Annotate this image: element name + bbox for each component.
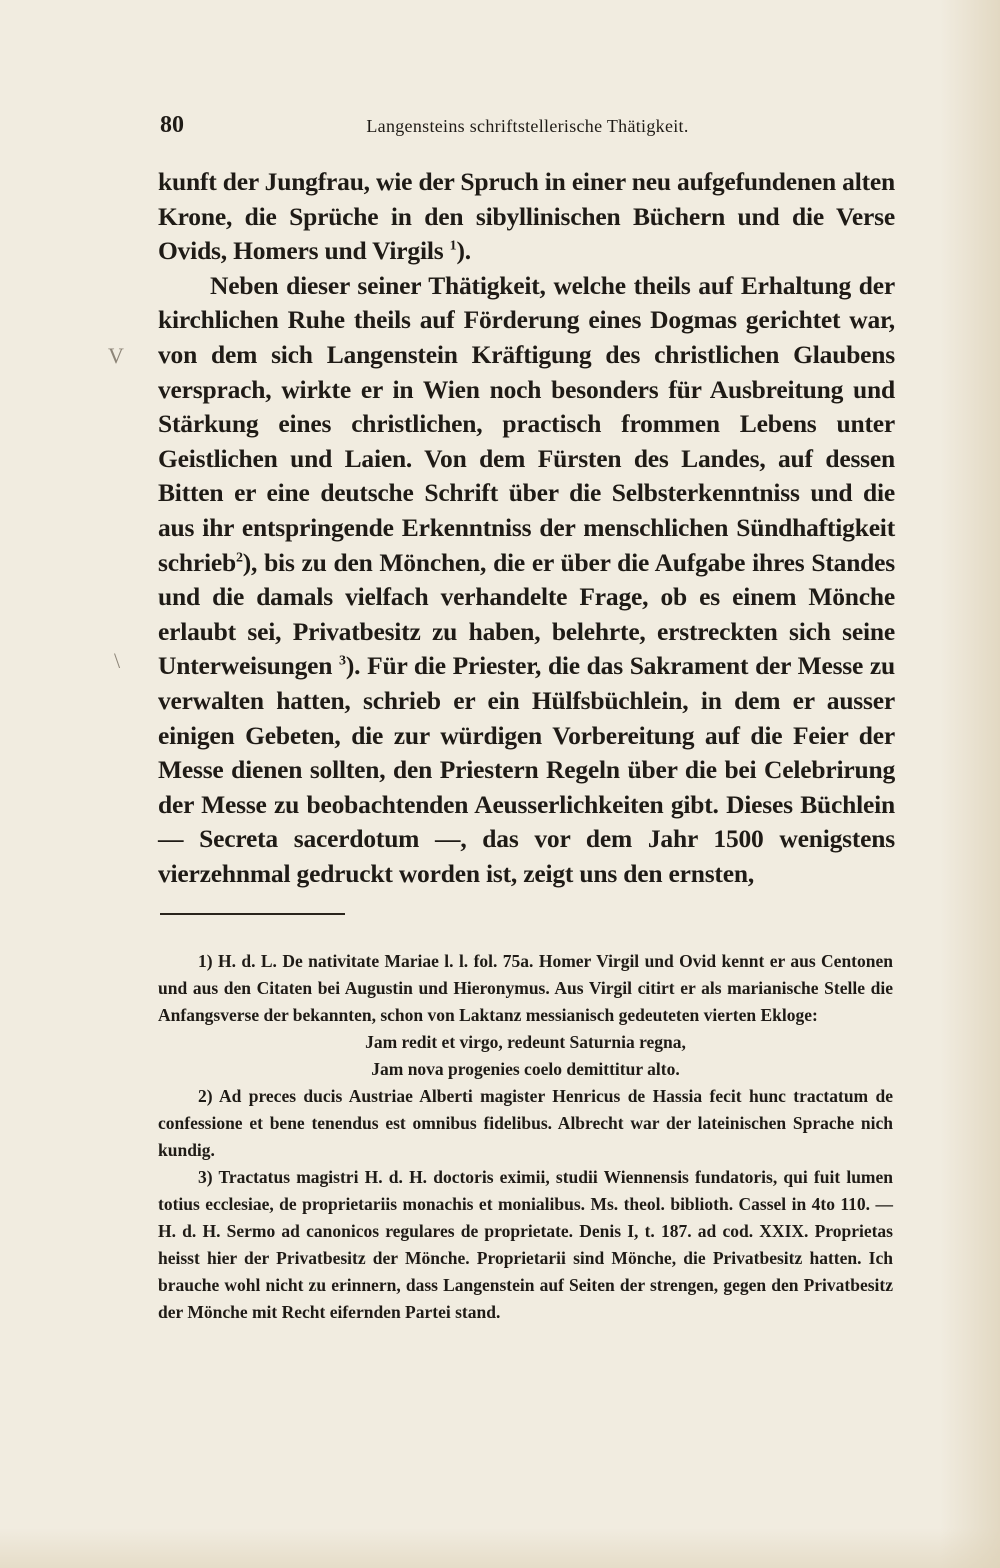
verse-line: Jam redit et virgo, redeunt Saturnia regna, (365, 1032, 686, 1052)
footnote-3: 3) Tractatus magistri H. d. H. doctoris eximii, studii Wiennensis fundatoris, qui fuit lumen totius ecclesiae, de proprietariis monachis et monialibus. Ms. theol. biblioth. Cassel in 4to 110. — H. d. H. Sermo ad canonicos regulares de proprietate. Denis I, t. 187. ad cod. XXIX. Proprietas heisst hier der Privatbesitz der Mönche. Proprietarii sind Mönche, die Privatbesitz hatten. Ich brauche wohl nicht zu erinnern, dass Langenstein auf Seiten der strengen, gegen den Privatbesitz der Mönche mit Recht eifernden Partei stand. (158, 1167, 893, 1322)
paragraph (158, 165, 895, 269)
page-number: 80 (160, 112, 184, 138)
body-text (158, 165, 895, 891)
paragraph-text: kunft der Jungfrau, wie der Spruch in einer neu aufgefundenen alten Krone, die Sprüche in den sibyllinischen Büchern und die Verse Ovids, Homers und Virgils (158, 167, 895, 266)
page-edge-shadow (940, 0, 1000, 1568)
footnote-separator (160, 913, 345, 915)
running-title: Langensteins schriftstellerische Thätigkeit. (366, 116, 689, 136)
margin-pencil-mark: \ (114, 648, 121, 673)
page-header (160, 112, 895, 142)
paragraph-text: Neben dieser seiner Thätigkeit, welche theils auf Erhaltung der kirchlichen Ruhe theils auf Förderung eines Dogmas gerichtet war, von dem sich Langenstein Kräftigung des christlichen Glaubens versprach, wirkte er in Wien noch besonders für Ausbreitung und Stärkung eines christlichen, practisch frommen Lebens unter Geistlichen und Laien. Von dem Fürsten des Landes, auf dessen Bitten er eine deutsche Schrift über die Selbsterkenntniss und die aus ihr entspringende Erkenntniss der menschlichen Sündhaftigkeit schrieb (158, 270, 895, 577)
paragraph-text: ). (456, 236, 471, 266)
margin-pencil-mark: V (108, 343, 124, 368)
paragraph-text: ), bis zu den Mönchen, die er über die Aufgabe ihres Standes und die damals vielfach verhandelte Frage, ob es einem Mönche erlaubt sei, Privatbesitz zu haben, belehrte, erstreckten sich seine Unterweisungen (158, 547, 895, 681)
footnote-ref: 1 (449, 238, 457, 254)
footnote-ref: 2 (235, 550, 243, 566)
footnote-1: 1) H. d. L. De nativitate Mariae l. l. fol. 75a. Homer Virgil und Ovid kennt er aus Centonen und aus den Citaten bei Augustin und Hieronymus. Aus Virgil citirt er als marianische Stelle die Anfangsverse der bekannten, schon von Laktanz messianisch gedeuteten vierten Ekloge: (158, 951, 893, 1025)
footnote-ref: 3 (339, 653, 346, 669)
page-bottom-shadow (0, 1528, 1000, 1568)
paragraph (158, 269, 895, 892)
verse-line: Jam nova progenies coelo demittitur alto. (371, 1059, 680, 1079)
footnote-2: 2) Ad preces ducis Austriae Alberti magister Henricus de Hassia fecit hunc tractatum de confessione et bene tenendus est omnibus fidelibus. Albrecht war der lateinischen Sprache nich kundig. (158, 1086, 893, 1160)
footnotes (158, 948, 893, 1326)
paragraph-text: ). Für die Priester, die das Sakrament der Messe zu verwalten hatten, schrieb er ein Hülfsbüchlein, in dem er ausser einigen Gebeten, die zur würdigen Vorbereitung auf die Feier der Messe dienen sollten, den Priestern Regeln über die bei Celebrirung der Messe zu beobachtenden Aeusserlichkeiten gibt. Dieses Büchlein — Secreta sacerdotum —, das vor dem Jahr 1500 wenigstens vierzehnmal gedruckt worden ist, zeigt uns den ernsten, (158, 651, 895, 888)
